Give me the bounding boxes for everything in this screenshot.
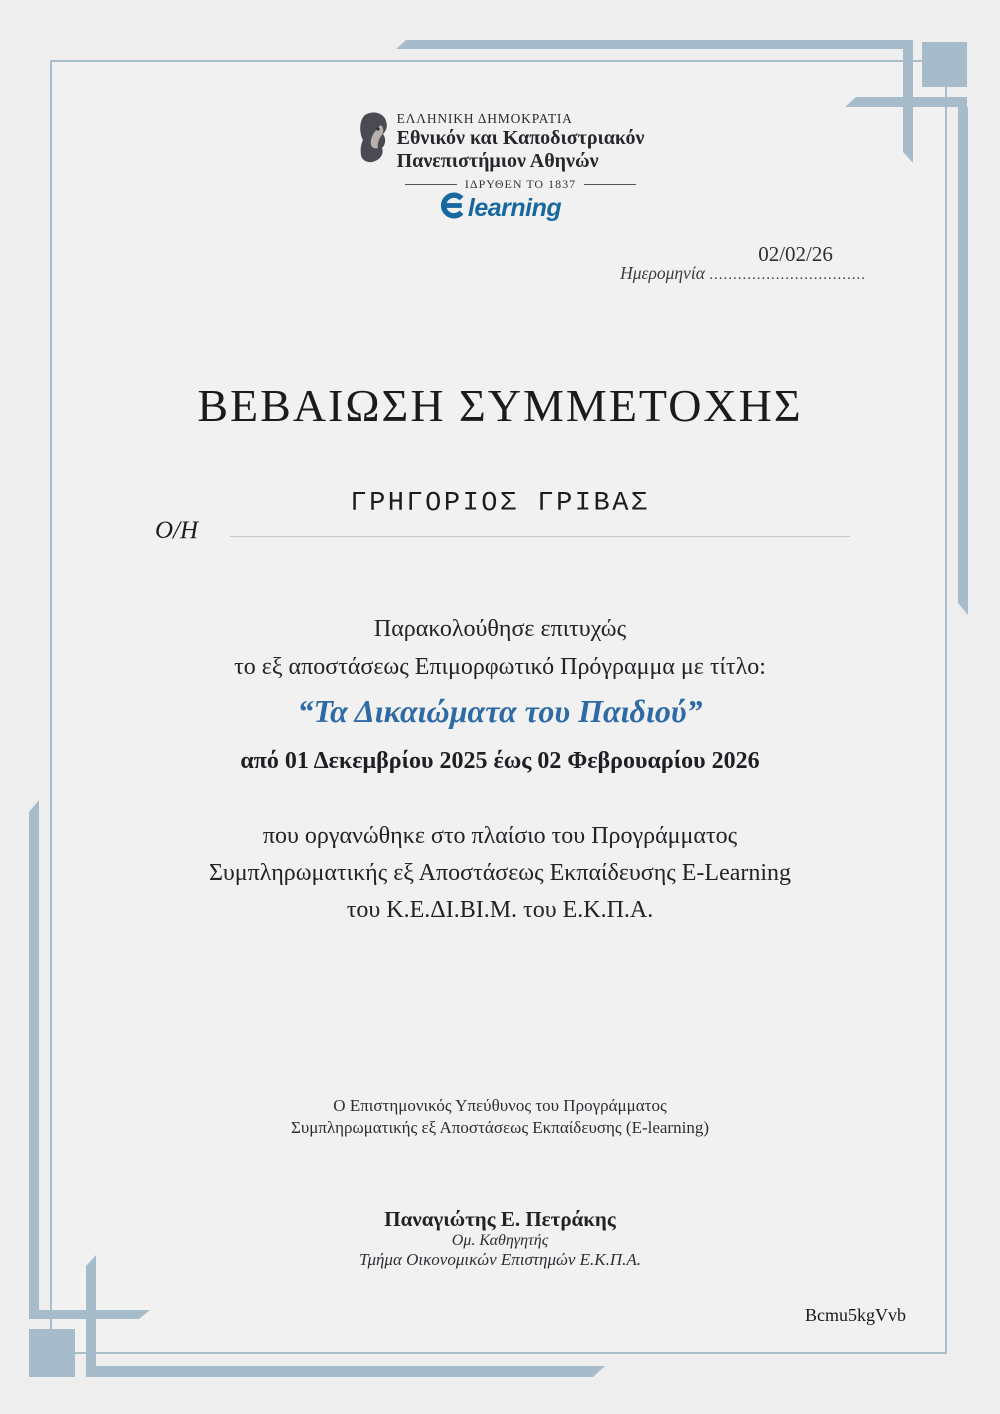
recipient-name-underline <box>230 536 850 537</box>
deco-top-bar <box>396 40 912 49</box>
certificate-title: ΒΕΒΑΙΩΣΗ ΣΥΜΜΕΤΟΧΗΣ <box>197 380 803 431</box>
recipient-name: ΓΡΗΓΟΡΙΟΣ ΓΡΙΒΑΣ <box>350 489 650 519</box>
inner-frame-top-line <box>50 60 922 62</box>
athena-emblem-icon <box>356 111 390 170</box>
elearning-e-icon <box>439 192 466 224</box>
deco-bottom-left-square <box>29 1329 75 1377</box>
verification-code: Bcmu5kgVvb <box>805 1305 906 1325</box>
signature-title: Ομ. Καθηγητής <box>451 1232 549 1249</box>
body-line-3: που οργανώθηκε στο πλαίσιο του Προγράμματος <box>262 823 738 849</box>
program-title: “Τα Δικαιώματα του Παιδιού” <box>297 693 703 729</box>
founded-dash-left <box>405 184 457 185</box>
founded-dash-right <box>584 184 636 185</box>
header-republic: ΕΛΛΗΝΙΚΗ ΔΗΜΟΚΡΑΤΙΑ <box>396 111 573 126</box>
signature-role-line-2: Συμπληρωματικής εξ Αποστάσεως Εκπαίδευσης (E-learning) <box>291 1118 709 1137</box>
program-date-range: από 01 Δεκεμβρίου 2025 έως 02 Φεβρουαρίου 2026 <box>240 748 760 774</box>
inner-frame-bottom-line <box>75 1352 947 1354</box>
date-block <box>620 243 866 283</box>
header-university-line2: Πανεπιστήμιον Αθηνών <box>396 149 599 172</box>
date-dotted-line: ................................. <box>709 267 866 283</box>
signature-department: Τμήμα Οικονομικών Επιστημών Ε.Κ.Π.Α. <box>358 1250 642 1269</box>
date-label: Ημερομηνία <box>620 263 705 283</box>
body-line-4: Συμπληρωματικής εξ Αποστάσεως Εκπαίδευσης E-Learning <box>208 860 792 886</box>
deco-bottom-left-vertical-bar <box>86 1255 96 1377</box>
header-university-line1: Εθνικόν και Καποδιστριακόν <box>396 127 645 149</box>
header-founded: ΙΔΡΥΘΕΝ ΤΟ 1837 <box>464 177 577 191</box>
signature-role-line-1: Ο Επιστημονικός Υπεύθυνος του Προγράμματος <box>333 1096 667 1115</box>
university-header <box>0 111 1000 192</box>
date-value: 02/02/26 <box>758 242 833 266</box>
elearning-logo <box>0 192 1000 224</box>
recipient-prefix: Ο/Η <box>155 517 199 544</box>
deco-top-right-cross-bar <box>845 97 967 107</box>
body-line-1: Παρακολούθησε επιτυχώς <box>373 616 627 642</box>
body-line-5: του Κ.Ε.ΔΙ.ΒΙ.Μ. του Ε.Κ.Π.Α. <box>346 897 654 923</box>
elearning-label: learning <box>467 193 562 222</box>
signature-name: Παναγιώτης Ε. Πετράκης <box>384 1207 616 1231</box>
deco-top-right-square <box>922 42 967 87</box>
deco-bottom-bar <box>86 1366 605 1377</box>
body-line-2: το εξ αποστάσεως Επιμορφωτικό Πρόγραμμα με τίτλο: <box>234 654 766 680</box>
